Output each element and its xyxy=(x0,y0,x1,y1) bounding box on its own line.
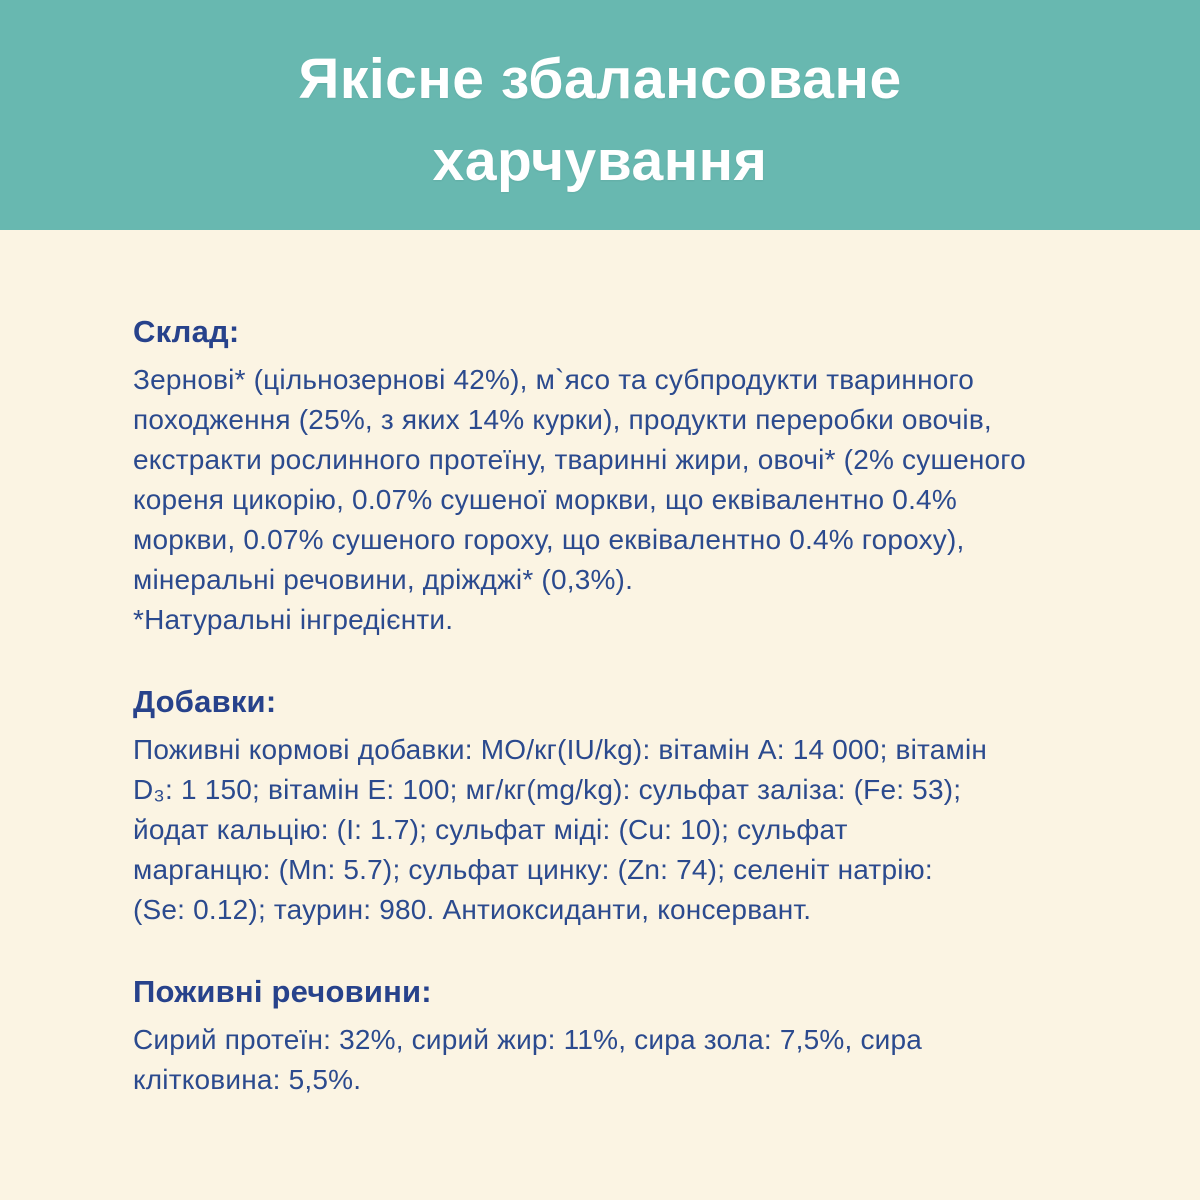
nutrients-text-line: Сирий протеїн: 32%, сирий жир: 11%, сира зола: 7,5%, сира xyxy=(133,1024,923,1055)
nutrients-text-line: клітковина: 5,5%. xyxy=(133,1064,362,1095)
section-composition xyxy=(133,312,1080,640)
composition-text-line: мінеральні речовини, дріжджі* (0,3%). xyxy=(133,564,634,595)
section-nutrients xyxy=(133,972,1080,1100)
composition-text-line: моркви, 0.07% сушеного гороху, що еквівалентно 0.4% гороху), xyxy=(133,524,965,555)
page-title-line-2: харчування xyxy=(432,129,768,193)
additives-text-line: (Se: 0.12); таурин: 980. Антиоксиданти, консервант. xyxy=(133,894,812,925)
composition-text-line: Зернові* (цільнозернові 42%), м`ясо та субпродукти тваринного xyxy=(133,364,975,395)
section-additives xyxy=(133,682,1080,930)
additives-heading: Добавки: xyxy=(133,684,277,719)
composition-text-line: походження (25%, з яких 14% курки), продукти переробки овочів, xyxy=(133,404,992,435)
additives-text-line: D₃: 1 150; вітамін E: 100; мг/кг(mg/kg): сульфат заліза: (Fe: 53); xyxy=(133,774,962,805)
header-banner xyxy=(0,0,1200,230)
additives-text-line: Поживні кормові добавки: МО/кг(IU/kg): вітамін A: 14 000; вітамін xyxy=(133,734,988,765)
natural-ingredients-note: *Натуральні інгредієнти. xyxy=(133,604,454,635)
additives-text-line: йодат кальцію: (I: 1.7); сульфат міді: (Cu: 10); сульфат xyxy=(133,814,848,845)
page-title-line-1: Якісне збалансоване xyxy=(298,47,902,111)
composition-text-line: екстракти рослинного протеїну, тваринні жири, овочі* (2% сушеного xyxy=(133,444,1026,475)
composition-heading: Склад: xyxy=(133,314,240,349)
label-content xyxy=(0,230,1200,1100)
nutrients-heading: Поживні речовини: xyxy=(133,974,432,1009)
composition-text-line: кореня цикорію, 0.07% сушеної моркви, що еквівалентно 0.4% xyxy=(133,484,957,515)
additives-text-line: марганцю: (Mn: 5.7); сульфат цинку: (Zn: 74); селеніт натрію: xyxy=(133,854,933,885)
